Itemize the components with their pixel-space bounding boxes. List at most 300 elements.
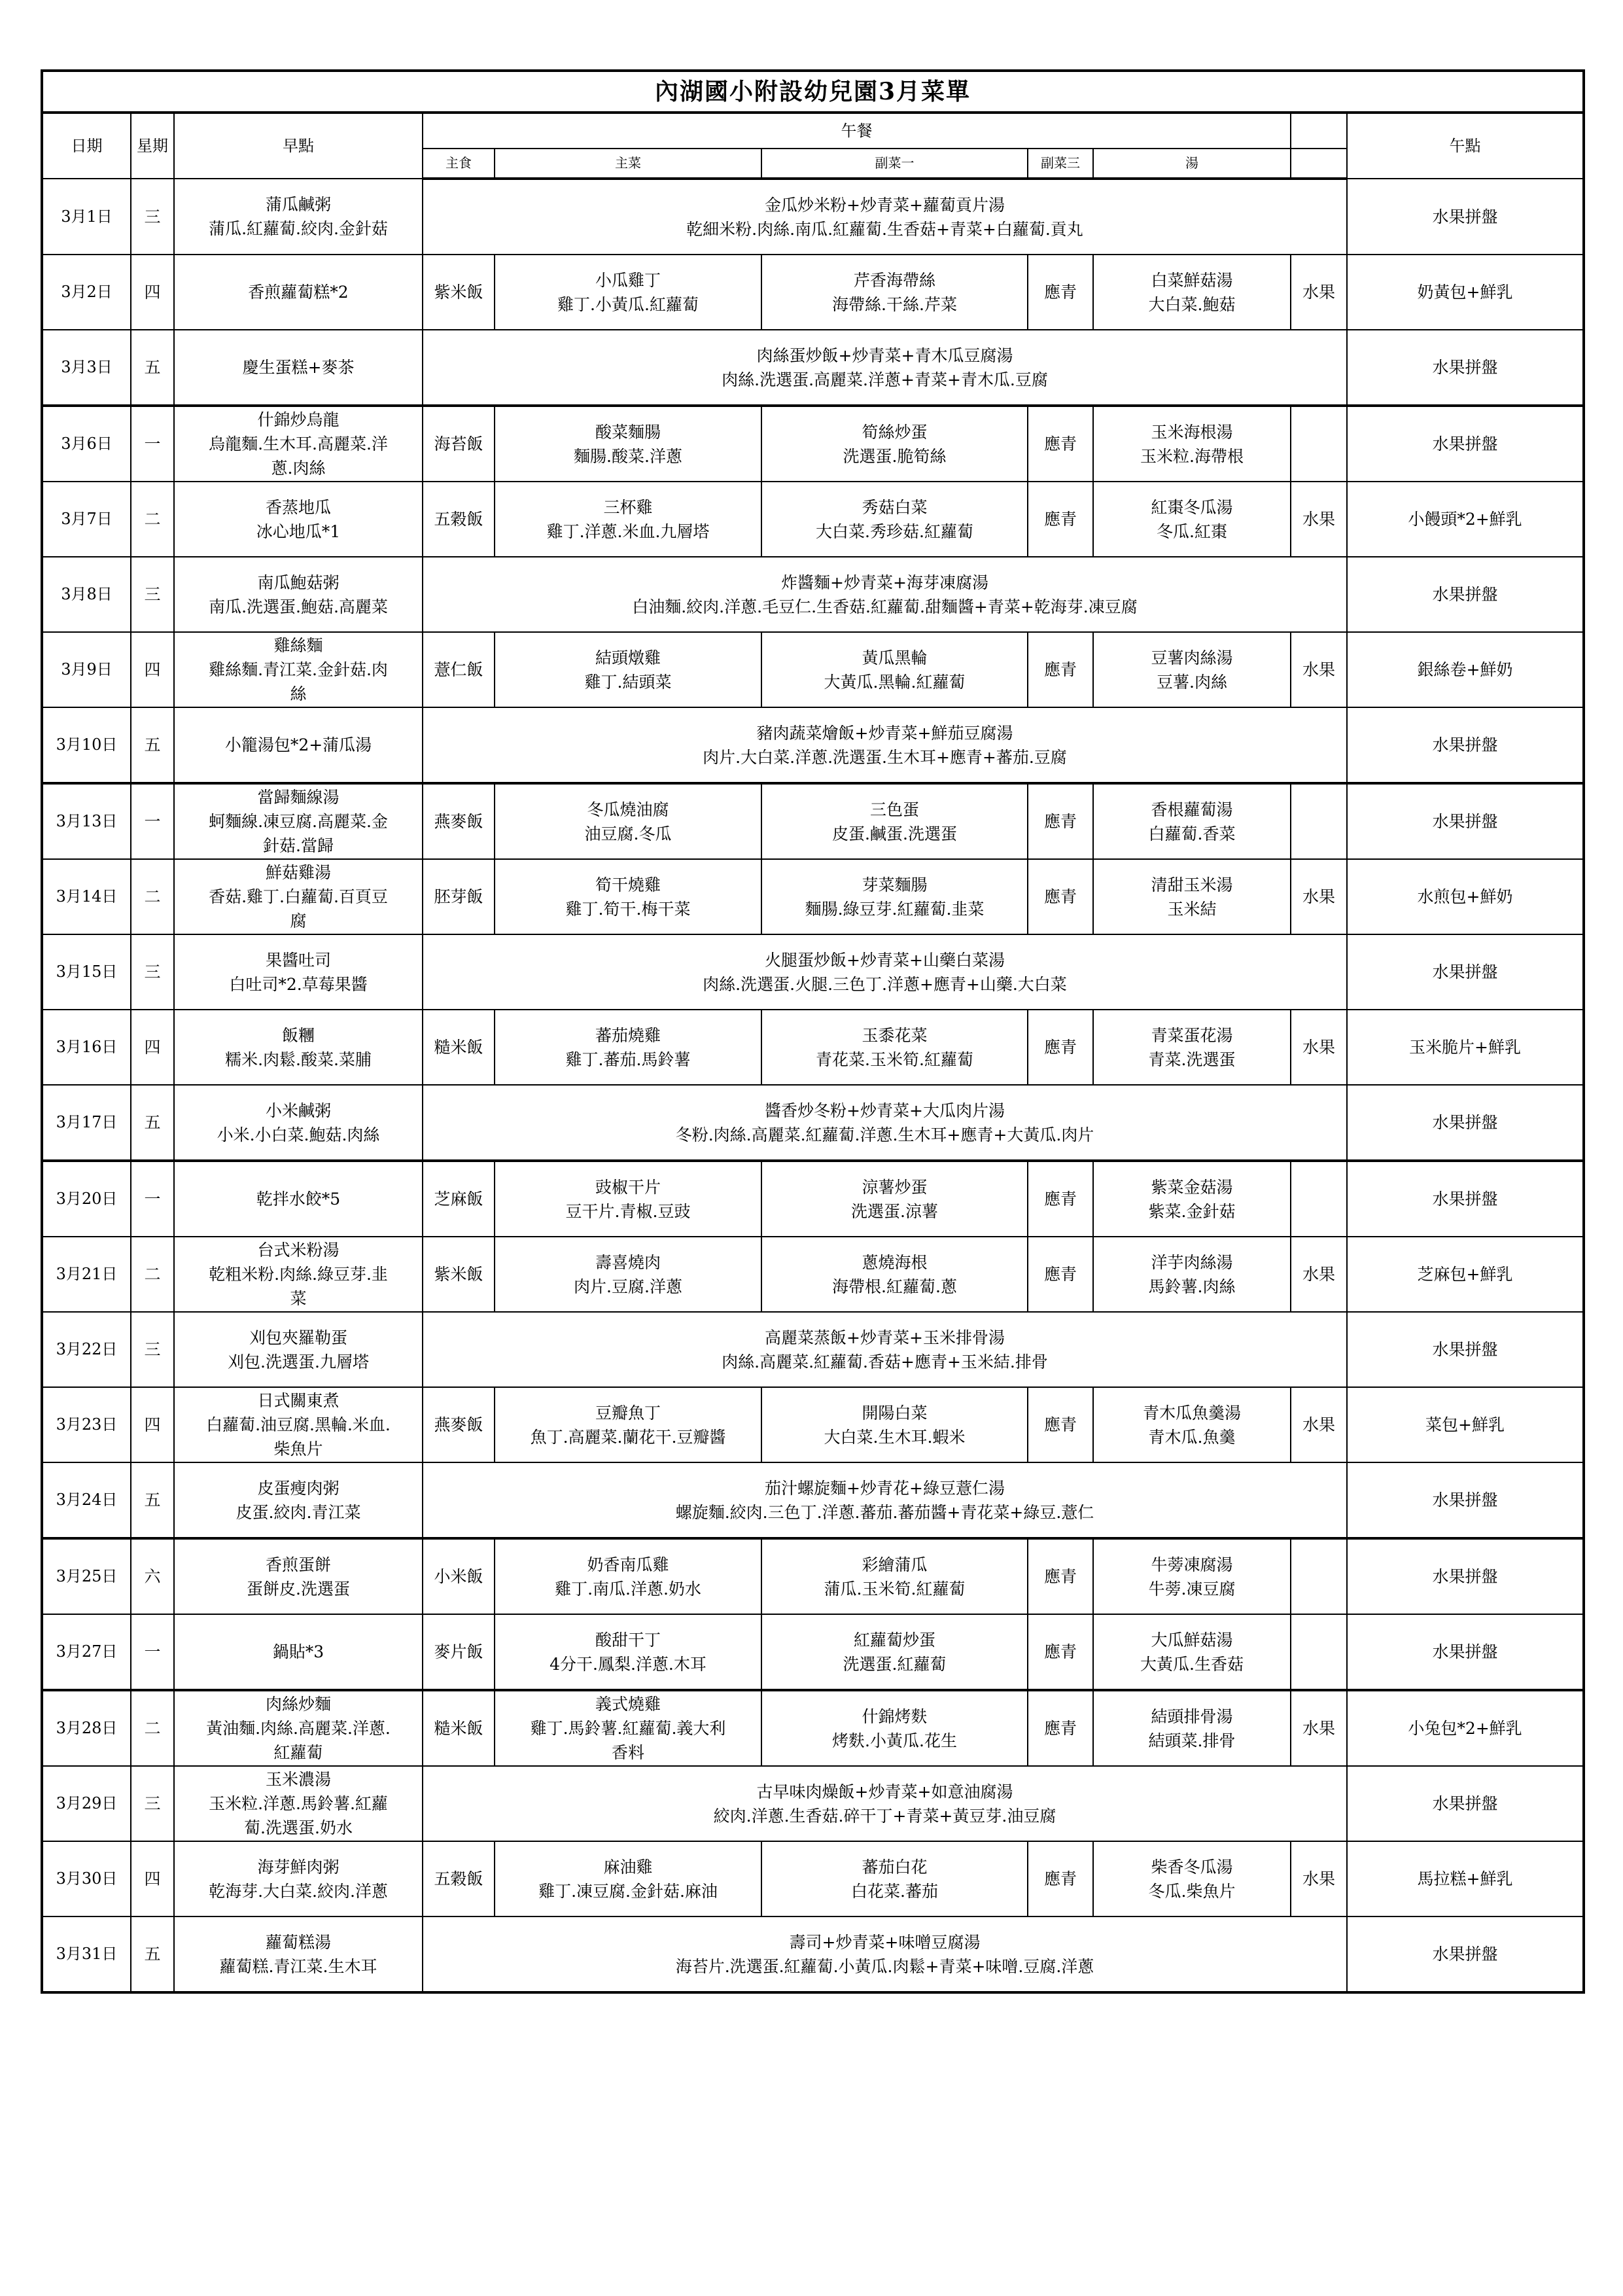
breakfast-cell-line: 香菇.雞丁.白蘿蔔.百頁豆 xyxy=(209,887,388,906)
snack-cell: 水果拼盤 xyxy=(1347,1161,1584,1237)
date-cell: 3月10日 xyxy=(42,707,131,783)
side1-cell-line: 開陽白菜 xyxy=(862,1403,928,1422)
breakfast-cell xyxy=(174,482,423,557)
staple-cell: 五穀飯 xyxy=(423,482,495,557)
breakfast-cell-line: 針菇.當歸 xyxy=(263,836,334,855)
main-dish-cell-line: 三杯雞 xyxy=(603,497,653,517)
menu-row xyxy=(42,1161,1584,1237)
weekday-cell: 三 xyxy=(131,934,174,1010)
snack-cell: 玉米脆片+鮮乳 xyxy=(1347,1010,1584,1085)
soup-cell-line: 結頭菜.排骨 xyxy=(1148,1731,1236,1750)
main-dish-cell-line: 雞丁.凍豆腐.金針菇.麻油 xyxy=(538,1881,718,1901)
main-dish-cell-line: 筍干燒雞 xyxy=(595,875,661,894)
main-dish-cell-line: 雞丁.洋蔥.米血.九層塔 xyxy=(546,521,710,541)
breakfast-cell xyxy=(174,1614,423,1690)
side1-cell-line: 麵腸.綠豆芽.紅蘿蔔.韭菜 xyxy=(805,899,985,919)
breakfast-cell-line: 蒲瓜鹹粥 xyxy=(265,195,331,214)
header-main-dish: 主菜 xyxy=(495,149,761,179)
side1-cell-line: 青花菜.玉米筍.紅蘿蔔 xyxy=(816,1050,973,1069)
breakfast-cell xyxy=(174,406,423,482)
weekday-cell: 一 xyxy=(131,406,174,482)
breakfast-cell-line: 皮蛋.絞肉.青江菜 xyxy=(236,1502,361,1522)
soup-cell xyxy=(1093,406,1291,482)
lunch-combined-cell-line: 高麗菜蒸飯+炒青菜+玉米排骨湯 xyxy=(765,1328,1005,1347)
breakfast-cell-line: 當歸麵線湯 xyxy=(257,788,340,807)
weekday-cell: 二 xyxy=(131,859,174,934)
side1-cell xyxy=(761,783,1028,859)
main-dish-cell xyxy=(495,406,761,482)
lunch-combined-cell xyxy=(423,179,1347,255)
soup-cell-line: 洋芋肉絲湯 xyxy=(1151,1252,1233,1272)
breakfast-cell-line: 雞絲麵 xyxy=(273,636,323,655)
staple-cell: 海苔飯 xyxy=(423,406,495,482)
side1-cell xyxy=(761,406,1028,482)
date-cell: 3月22日 xyxy=(42,1312,131,1387)
snack-cell: 水果拼盤 xyxy=(1347,1085,1584,1161)
date-cell: 3月29日 xyxy=(42,1766,131,1841)
side1-cell-line: 洗選蛋.紅蘿蔔 xyxy=(843,1654,947,1674)
breakfast-cell-line: 菜 xyxy=(290,1289,307,1308)
side1-cell-line: 彩繪蒲瓜 xyxy=(862,1555,928,1574)
date-cell: 3月21日 xyxy=(42,1237,131,1312)
date-cell: 3月2日 xyxy=(42,255,131,330)
soup-cell xyxy=(1093,1010,1291,1085)
staple-cell: 薏仁飯 xyxy=(423,632,495,707)
header-weekday: 星期 xyxy=(131,113,174,179)
main-dish-cell-line: 雞丁.小黃瓜.紅蘿蔔 xyxy=(557,294,699,314)
menu-row xyxy=(42,1237,1584,1312)
soup-cell-line: 玉米結 xyxy=(1167,899,1217,919)
side3-cell: 應青 xyxy=(1028,632,1093,707)
side1-cell xyxy=(761,1690,1028,1766)
date-cell: 3月13日 xyxy=(42,783,131,859)
main-dish-cell-line: 雞丁.馬鈴薯.紅蘿蔔.義大利 xyxy=(530,1719,726,1738)
snack-cell: 水煎包+鮮奶 xyxy=(1347,859,1584,934)
main-dish-cell xyxy=(495,482,761,557)
breakfast-cell xyxy=(174,934,423,1010)
breakfast-cell-line: 白蘿蔔.油豆腐.黑輪.米血. xyxy=(206,1415,391,1434)
lunch-combined-cell-line: 炸醬麵+炒青菜+海芽凍腐湯 xyxy=(781,573,988,592)
main-dish-cell-line: 麻油雞 xyxy=(603,1857,653,1877)
soup-cell xyxy=(1093,783,1291,859)
weekday-cell: 三 xyxy=(131,1766,174,1841)
soup-cell-line: 白蘿蔔.香菜 xyxy=(1148,824,1236,843)
menu-row xyxy=(42,1085,1584,1161)
breakfast-cell-line: 絲 xyxy=(290,684,307,703)
soup-cell-line: 豆薯.肉絲 xyxy=(1157,672,1227,692)
breakfast-cell-line: 刈包夾羅勒蛋 xyxy=(249,1328,347,1347)
date-cell: 3月14日 xyxy=(42,859,131,934)
soup-cell-line: 玉米粒.海帶根 xyxy=(1140,446,1244,466)
side1-cell-line: 秀菇白菜 xyxy=(862,497,928,517)
lunch-combined-cell xyxy=(423,1462,1347,1538)
header-fruit-blank xyxy=(1291,113,1347,149)
main-dish-cell xyxy=(495,783,761,859)
lunch-combined-cell-line: 豬肉蔬菜燴飯+炒青菜+鮮茄豆腐湯 xyxy=(756,723,1013,743)
date-cell: 3月23日 xyxy=(42,1387,131,1462)
side1-cell-line: 洗選蛋.涼薯 xyxy=(851,1201,938,1221)
header-snack: 午點 xyxy=(1347,113,1584,179)
menu-row xyxy=(42,632,1584,707)
menu-row xyxy=(42,1916,1584,1992)
soup-cell xyxy=(1093,859,1291,934)
soup-cell-line: 牛蒡凍腐湯 xyxy=(1151,1555,1233,1574)
soup-cell-line: 玉米海根湯 xyxy=(1151,422,1233,442)
lunch-combined-cell-line: 金瓜炒米粉+炒青菜+蘿蔔貢片湯 xyxy=(765,195,1005,215)
lunch-combined-cell xyxy=(423,1766,1347,1841)
weekday-cell: 五 xyxy=(131,1462,174,1538)
main-dish-cell xyxy=(495,1010,761,1085)
breakfast-cell-line: 海芽鮮肉粥 xyxy=(257,1857,340,1877)
breakfast-cell-line: 玉米濃湯 xyxy=(265,1770,331,1789)
main-dish-cell xyxy=(495,1387,761,1462)
menu-row xyxy=(42,255,1584,330)
date-cell: 3月16日 xyxy=(42,1010,131,1085)
header-lunch: 午餐 xyxy=(423,113,1291,149)
menu-row xyxy=(42,707,1584,783)
lunch-combined-cell-line: 茄汁螺旋麵+炒青花+綠豆薏仁湯 xyxy=(765,1478,1005,1498)
menu-row xyxy=(42,482,1584,557)
lunch-combined-cell xyxy=(423,1312,1347,1387)
header-staple: 主食 xyxy=(423,149,495,179)
side1-cell-line: 筍絲炒蛋 xyxy=(862,422,928,442)
breakfast-cell-line: 香煎蛋餅 xyxy=(265,1555,331,1574)
soup-cell-line: 結頭排骨湯 xyxy=(1151,1706,1233,1726)
main-dish-cell-line: 香料 xyxy=(611,1743,644,1762)
side3-cell: 應青 xyxy=(1028,1690,1093,1766)
lunch-combined-cell-line: 白油麵.絞肉.洋蔥.毛豆仁.生香菇.紅蘿蔔.甜麵醬+青菜+乾海芽.凍豆腐 xyxy=(632,597,1138,616)
lunch-combined-cell-line: 肉絲.洗選蛋.火腿.三色丁.洋蔥+應青+山藥.大白菜 xyxy=(703,974,1067,994)
breakfast-cell-line: 小籠湯包*2+蒲瓜湯 xyxy=(224,735,372,754)
breakfast-cell-line: 慶生蛋糕+麥茶 xyxy=(242,358,355,377)
snack-cell: 水果拼盤 xyxy=(1347,1766,1584,1841)
side1-cell xyxy=(761,1161,1028,1237)
breakfast-cell xyxy=(174,179,423,255)
weekday-cell: 一 xyxy=(131,1161,174,1237)
lunch-combined-cell-line: 壽司+炒青菜+味噌豆腐湯 xyxy=(789,1932,981,1952)
breakfast-cell-line: 蒲瓜.紅蘿蔔.絞肉.金針菇 xyxy=(209,219,388,238)
breakfast-cell-line: 刈包.洗選蛋.九層塔 xyxy=(228,1352,369,1371)
side1-cell xyxy=(761,632,1028,707)
breakfast-cell-line: 飯糰 xyxy=(281,1025,315,1045)
soup-cell-line: 柴香冬瓜湯 xyxy=(1151,1857,1233,1877)
side1-cell xyxy=(761,1010,1028,1085)
main-dish-cell xyxy=(495,1161,761,1237)
menu-row xyxy=(42,1766,1584,1841)
side1-cell-line: 大白菜.秀珍菇.紅蘿蔔 xyxy=(816,521,973,541)
breakfast-cell xyxy=(174,783,423,859)
fruit-cell xyxy=(1291,406,1347,482)
weekday-cell: 六 xyxy=(131,1538,174,1614)
menu-row xyxy=(42,1690,1584,1766)
lunch-combined-cell-line: 絞肉.洋蔥.生香菇.碎干丁+青菜+黃豆芽.油豆腐 xyxy=(713,1806,1056,1826)
main-dish-cell xyxy=(495,632,761,707)
side1-cell xyxy=(761,1538,1028,1614)
lunch-combined-cell xyxy=(423,707,1347,783)
weekday-cell: 四 xyxy=(131,1841,174,1916)
staple-cell: 小米飯 xyxy=(423,1538,495,1614)
main-dish-cell-line: 酸菜麵腸 xyxy=(595,422,661,442)
fruit-cell: 水果 xyxy=(1291,859,1347,934)
breakfast-cell-line: 香蒸地瓜 xyxy=(265,497,331,517)
soup-cell-line: 青菜.洗選蛋 xyxy=(1148,1050,1236,1069)
date-cell: 3月25日 xyxy=(42,1538,131,1614)
date-cell: 3月17日 xyxy=(42,1085,131,1161)
menu-row xyxy=(42,557,1584,632)
lunch-combined-cell xyxy=(423,330,1347,406)
fruit-cell: 水果 xyxy=(1291,255,1347,330)
main-dish-cell xyxy=(495,1538,761,1614)
breakfast-cell-line: 果醬吐司 xyxy=(265,950,331,970)
menu-row xyxy=(42,1312,1584,1387)
main-dish-cell-line: 小瓜雞丁 xyxy=(595,270,661,290)
soup-cell-line: 大瓜鮮菇湯 xyxy=(1151,1630,1233,1650)
fruit-cell: 水果 xyxy=(1291,1010,1347,1085)
main-dish-cell-line: 酸甜干丁 xyxy=(595,1630,661,1650)
staple-cell: 燕麥飯 xyxy=(423,1387,495,1462)
soup-cell-line: 馬鈴薯.肉絲 xyxy=(1148,1277,1236,1296)
main-dish-cell-line: 豉椒干片 xyxy=(595,1177,661,1197)
date-cell: 3月28日 xyxy=(42,1690,131,1766)
breakfast-cell xyxy=(174,859,423,934)
main-dish-cell-line: 肉片.豆腐.洋蔥 xyxy=(574,1277,682,1296)
fruit-cell: 水果 xyxy=(1291,1841,1347,1916)
breakfast-cell xyxy=(174,1916,423,1992)
main-dish-cell-line: 義式燒雞 xyxy=(595,1695,661,1714)
side1-cell-line: 紅蘿蔔炒蛋 xyxy=(853,1630,935,1650)
side1-cell-line: 玉黍花菜 xyxy=(862,1025,928,1045)
fruit-cell xyxy=(1291,1538,1347,1614)
menu-row xyxy=(42,1387,1584,1462)
lunch-combined-cell xyxy=(423,1916,1347,1992)
soup-cell xyxy=(1093,632,1291,707)
breakfast-cell-line: 蘿蔔糕.青江菜.生木耳 xyxy=(219,1956,377,1976)
staple-cell: 紫米飯 xyxy=(423,255,495,330)
breakfast-cell xyxy=(174,1841,423,1916)
lunch-combined-cell-line: 冬粉.肉絲.高麗菜.紅蘿蔔.洋蔥.生木耳+應青+大黃瓜.肉片 xyxy=(675,1125,1094,1144)
breakfast-cell-line: 什錦炒烏龍 xyxy=(257,410,340,429)
snack-cell: 奶黃包+鮮乳 xyxy=(1347,255,1584,330)
side1-cell xyxy=(761,1841,1028,1916)
weekday-cell: 三 xyxy=(131,1312,174,1387)
main-dish-cell-line: 魚丁.高麗菜.蘭花干.豆瓣醬 xyxy=(530,1427,726,1447)
date-cell: 3月3日 xyxy=(42,330,131,406)
staple-cell: 糙米飯 xyxy=(423,1010,495,1085)
weekday-cell: 二 xyxy=(131,1690,174,1766)
breakfast-cell-line: 日式關東煮 xyxy=(257,1391,340,1410)
side1-cell-line: 芹香海帶絲 xyxy=(853,270,935,290)
breakfast-cell xyxy=(174,255,423,330)
snack-cell: 馬拉糕+鮮乳 xyxy=(1347,1841,1584,1916)
weekday-cell: 三 xyxy=(131,557,174,632)
date-cell: 3月6日 xyxy=(42,406,131,482)
weekday-cell: 五 xyxy=(131,707,174,783)
weekday-cell: 四 xyxy=(131,632,174,707)
soup-cell xyxy=(1093,1161,1291,1237)
date-cell: 3月30日 xyxy=(42,1841,131,1916)
soup-cell-line: 冬瓜.紅棗 xyxy=(1157,521,1227,541)
lunch-combined-cell-line: 肉絲.洗選蛋.高麗菜.洋蔥+青菜+青木瓜.豆腐 xyxy=(722,370,1048,389)
date-cell: 3月8日 xyxy=(42,557,131,632)
main-dish-cell xyxy=(495,1237,761,1312)
snack-cell: 水果拼盤 xyxy=(1347,1916,1584,1992)
fruit-cell: 水果 xyxy=(1291,1690,1347,1766)
menu-row xyxy=(42,783,1584,859)
snack-cell: 小饅頭*2+鮮乳 xyxy=(1347,482,1584,557)
side1-cell-line: 大白菜.生木耳.蝦米 xyxy=(824,1427,966,1447)
side1-cell-line: 什錦烤麩 xyxy=(862,1706,928,1726)
soup-cell-line: 紅棗冬瓜湯 xyxy=(1151,497,1233,517)
main-dish-cell-line: 豆干片.青椒.豆豉 xyxy=(565,1201,691,1221)
weekday-cell: 一 xyxy=(131,783,174,859)
side3-cell: 應青 xyxy=(1028,1237,1093,1312)
soup-cell-line: 大黃瓜.生香菇 xyxy=(1140,1654,1244,1674)
soup-cell-line: 青木瓜魚羹湯 xyxy=(1142,1403,1241,1422)
menu-row xyxy=(42,1841,1584,1916)
main-dish-cell-line: 麵腸.酸菜.洋蔥 xyxy=(574,446,682,466)
side1-cell-line: 三色蛋 xyxy=(869,800,919,819)
menu-row xyxy=(42,859,1584,934)
lunch-combined-cell-line: 火腿蛋炒飯+炒青菜+山藥白菜湯 xyxy=(765,950,1005,970)
side1-cell-line: 涼薯炒蛋 xyxy=(862,1177,928,1197)
staple-cell: 糙米飯 xyxy=(423,1690,495,1766)
side1-cell-line: 蔥燒海根 xyxy=(862,1252,928,1272)
main-dish-cell-line: 豆瓣魚丁 xyxy=(595,1403,661,1422)
side3-cell: 應青 xyxy=(1028,1538,1093,1614)
fruit-cell: 水果 xyxy=(1291,482,1347,557)
breakfast-cell-line: 糯米.肉鬆.酸菜.菜脯 xyxy=(225,1050,372,1069)
breakfast-cell-line: 黃油麵.肉絲.高麗菜.洋蔥. xyxy=(206,1719,391,1738)
breakfast-cell-line: 小米.小白菜.鮑菇.肉絲 xyxy=(217,1125,380,1144)
side3-cell: 應青 xyxy=(1028,1161,1093,1237)
main-dish-cell xyxy=(495,1841,761,1916)
main-dish-cell xyxy=(495,1690,761,1766)
soup-cell-line: 青木瓜.魚羹 xyxy=(1148,1427,1236,1447)
soup-cell xyxy=(1093,1237,1291,1312)
soup-cell-line: 大白菜.鮑菇 xyxy=(1148,294,1236,314)
staple-cell: 五穀飯 xyxy=(423,1841,495,1916)
header-soup: 湯 xyxy=(1093,149,1291,179)
soup-cell-line: 豆薯肉絲湯 xyxy=(1151,648,1233,667)
snack-cell: 水果拼盤 xyxy=(1347,406,1584,482)
snack-cell: 水果拼盤 xyxy=(1347,1538,1584,1614)
breakfast-cell xyxy=(174,1010,423,1085)
breakfast-cell-line: 蔔.洗選蛋.奶水 xyxy=(244,1818,353,1837)
snack-cell: 銀絲卷+鮮奶 xyxy=(1347,632,1584,707)
breakfast-cell-line: 烏龍麵.生木耳.高麗菜.洋 xyxy=(209,434,388,453)
side3-cell: 應青 xyxy=(1028,1010,1093,1085)
breakfast-cell xyxy=(174,707,423,783)
breakfast-cell-line: 乾粗米粉.肉絲.綠豆芽.韭 xyxy=(209,1265,388,1284)
fruit-cell: 水果 xyxy=(1291,632,1347,707)
snack-cell: 水果拼盤 xyxy=(1347,707,1584,783)
breakfast-cell-line: 腐 xyxy=(290,911,307,930)
soup-cell-line: 香根蘿蔔湯 xyxy=(1151,800,1233,819)
breakfast-cell-line: 蔥.肉絲 xyxy=(271,459,326,478)
breakfast-cell-line: 台式米粉湯 xyxy=(257,1241,340,1260)
menu-body xyxy=(42,179,1584,1992)
side1-cell-line: 白花菜.蕃茄 xyxy=(851,1881,938,1901)
date-cell: 3月24日 xyxy=(42,1462,131,1538)
breakfast-cell-line: 鍋貼*3 xyxy=(272,1642,324,1661)
breakfast-cell-line: 南瓜.洗選蛋.鮑菇.高麗菜 xyxy=(209,597,388,616)
weekday-cell: 四 xyxy=(131,1387,174,1462)
header-side3: 副菜三 xyxy=(1028,149,1093,179)
date-cell: 3月31日 xyxy=(42,1916,131,1992)
soup-cell-line: 清甜玉米湯 xyxy=(1151,875,1233,894)
breakfast-cell xyxy=(174,1462,423,1538)
main-dish-cell xyxy=(495,255,761,330)
date-cell: 3月15日 xyxy=(42,934,131,1010)
weekday-cell: 五 xyxy=(131,330,174,406)
weekday-cell: 五 xyxy=(131,1085,174,1161)
staple-cell: 麥片飯 xyxy=(423,1614,495,1690)
lunch-combined-cell xyxy=(423,934,1347,1010)
fruit-cell: 水果 xyxy=(1291,1237,1347,1312)
lunch-combined-cell-line: 螺旋麵.絞肉.三色丁.洋蔥.蕃茄.蕃茄醬+青花菜+綠豆.薏仁 xyxy=(675,1502,1094,1522)
breakfast-cell xyxy=(174,1538,423,1614)
date-cell: 3月20日 xyxy=(42,1161,131,1237)
fruit-cell xyxy=(1291,783,1347,859)
soup-cell-line: 白菜鮮菇湯 xyxy=(1151,270,1233,290)
side3-cell: 應青 xyxy=(1028,406,1093,482)
snack-cell: 菜包+鮮乳 xyxy=(1347,1387,1584,1462)
breakfast-cell xyxy=(174,1237,423,1312)
main-dish-cell-line: 4分干.鳳梨.洋蔥.木耳 xyxy=(550,1654,707,1674)
lunch-combined-cell-line: 肉絲.高麗菜.紅蘿蔔.香菇+應青+玉米結.排骨 xyxy=(722,1352,1048,1371)
soup-cell-line: 冬瓜.柴魚片 xyxy=(1148,1881,1236,1901)
breakfast-cell-line: 蛋餅皮.洗選蛋 xyxy=(247,1579,350,1598)
side3-cell: 應青 xyxy=(1028,1841,1093,1916)
main-dish-cell-line: 壽喜燒肉 xyxy=(595,1252,661,1272)
weekday-cell: 四 xyxy=(131,1010,174,1085)
breakfast-cell xyxy=(174,557,423,632)
menu-row xyxy=(42,1010,1584,1085)
breakfast-cell-line: 玉米粒.洋蔥.馬鈴薯.紅蘿 xyxy=(209,1794,388,1813)
side1-cell-line: 海帶絲.干絲.芹菜 xyxy=(832,294,957,314)
menu-row xyxy=(42,1462,1584,1538)
side1-cell-line: 蒲瓜.玉米筍.紅蘿蔔 xyxy=(824,1579,966,1598)
lunch-combined-cell-line: 海苔片.洗選蛋.紅蘿蔔.小黃瓜.肉鬆+青菜+味噌.豆腐.洋蔥 xyxy=(675,1956,1094,1976)
main-dish-cell-line: 油豆腐.冬瓜 xyxy=(584,824,672,843)
soup-cell xyxy=(1093,1614,1291,1690)
breakfast-cell-line: 小米鹹粥 xyxy=(265,1101,331,1120)
staple-cell: 燕麥飯 xyxy=(423,783,495,859)
side1-cell-line: 烤麩.小黃瓜.花生 xyxy=(832,1731,957,1750)
header-fruit-blank-2 xyxy=(1291,149,1347,179)
breakfast-cell-line: 乾拌水餃*5 xyxy=(256,1190,341,1209)
side1-cell xyxy=(761,859,1028,934)
breakfast-cell-line: 肉絲炒麵 xyxy=(265,1695,331,1714)
weekday-cell: 一 xyxy=(131,1614,174,1690)
date-cell: 3月7日 xyxy=(42,482,131,557)
side3-cell: 應青 xyxy=(1028,1614,1093,1690)
main-dish-cell xyxy=(495,1614,761,1690)
breakfast-cell-line: 乾海芽.大白菜.絞肉.洋蔥 xyxy=(209,1881,388,1901)
breakfast-cell-line: 蘿蔔糕湯 xyxy=(265,1932,331,1952)
date-cell: 3月27日 xyxy=(42,1614,131,1690)
side3-cell: 應青 xyxy=(1028,255,1093,330)
breakfast-cell xyxy=(174,1387,423,1462)
header-side1: 副菜一 xyxy=(761,149,1028,179)
breakfast-cell-line: 紅蘿蔔 xyxy=(273,1743,323,1762)
side3-cell: 應青 xyxy=(1028,783,1093,859)
side1-cell-line: 蕃茄白花 xyxy=(862,1857,928,1877)
breakfast-cell-line: 皮蛋瘦肉粥 xyxy=(257,1478,340,1498)
header-date: 日期 xyxy=(42,113,131,179)
staple-cell: 胚芽飯 xyxy=(423,859,495,934)
side1-cell xyxy=(761,255,1028,330)
